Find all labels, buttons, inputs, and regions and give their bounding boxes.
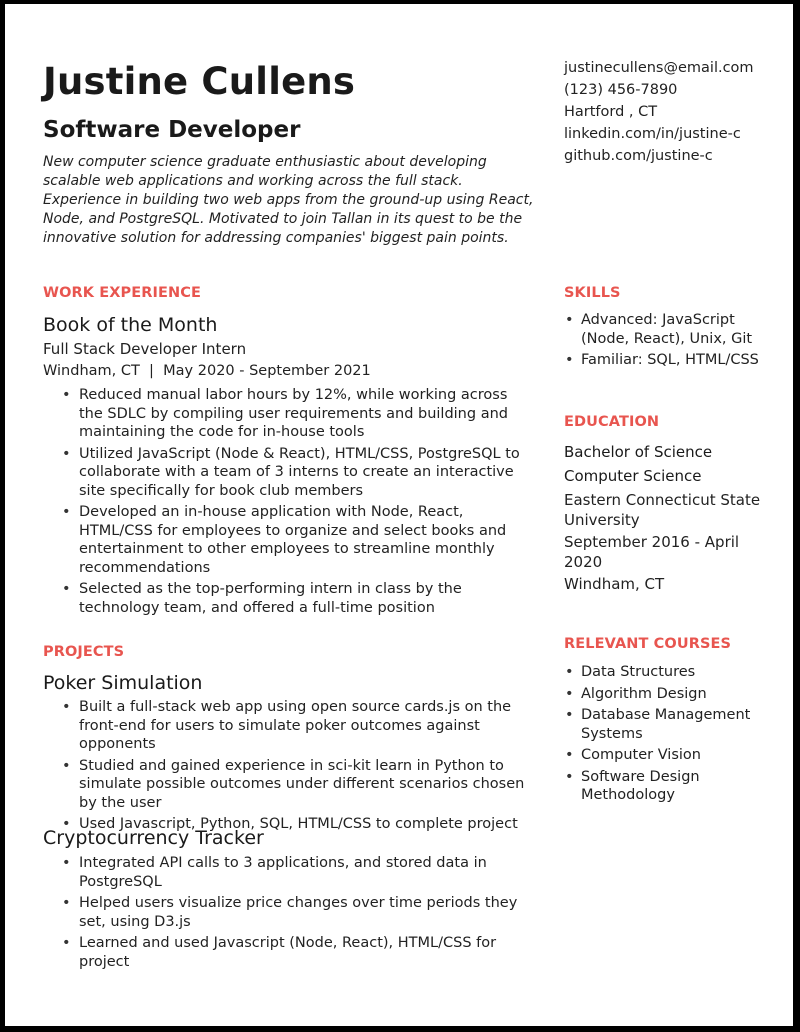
projects-heading: PROJECTS [43,644,125,660]
list-item: • Database Management Systems [564,706,764,743]
work-bullets [43,386,533,620]
courses-heading: RELEVANT COURSES [564,636,732,652]
education-major: Computer Science [564,467,702,485]
project-title: Poker Simulation [43,672,203,694]
list-item: • Selected as the top-performing intern in class by the technology team, and offered a full-time position [43,580,533,617]
project-bullets [43,854,533,974]
list-item: • Integrated API calls to 3 applications, and stored data in PostgreSQL [43,854,533,891]
list-item: • Computer Vision [564,746,764,765]
list-item: • Used Javascript, Python, SQL, HTML/CSS to complete project [43,815,533,834]
contact-email: justinecullens@email.com [564,60,754,76]
contact-linkedin: linkedin.com/in/justine-c [564,126,741,142]
job-meta: Windham, CT | May 2020 - September 2021 [43,363,371,379]
list-item: • Algorithm Design [564,685,764,704]
list-item: • Software Design Methodology [564,768,764,805]
education-school: Eastern Connecticut State University [564,491,761,529]
list-item: • Helped users visualize price changes over time periods they set, using D3.js [43,894,533,931]
education-location: Windham, CT [564,575,665,593]
list-item: • Developed an in-house application with Node, React, HTML/CSS for employees to organize and select books and entertainment to other employees to streamline monthly recommendations [43,503,533,577]
list-item: • Familiar: SQL, HTML/CSS [564,351,779,370]
list-item: • Studied and gained experience in sci-kit learn in Python to simulate possible outcomes under different scenarios chosen by the user [43,757,533,813]
work-experience-heading: WORK EXPERIENCE [43,285,202,301]
project-bullets [43,698,533,837]
list-item: • Built a full-stack web app using open source cards.js on the front-end for users to simulate poker outcomes against opponents [43,698,533,754]
courses-list [564,663,764,808]
contact-phone: (123) 456-7890 [564,82,678,98]
list-item: • Utilized JavaScript (Node & React), HTML/CSS, PostgreSQL to collaborate with a team of 3 interns to create an interactive site specifically for book club members [43,445,533,501]
job-title: Full Stack Developer Intern [43,340,247,358]
candidate-name: Justine Cullens [43,60,356,103]
list-item: • Advanced: JavaScript (Node, React), Unix, Git [564,311,779,348]
resume-page [5,4,793,1026]
skills-list [564,311,779,373]
list-item: • Data Structures [564,663,764,682]
project-title: Cryptocurrency Tracker [43,827,264,849]
contact-github: github.com/justine-c [564,148,713,164]
education-degree: Bachelor of Science [564,443,713,461]
education-dates: September 2016 - April 2020 [564,533,740,571]
skills-heading: SKILLS [564,285,621,301]
education-heading: EDUCATION [564,414,660,430]
contact-block [564,57,784,167]
list-item: • Reduced manual labor hours by 12%, while working across the SDLC by compiling user requirements and building and maintaining the code for in-house tools [43,386,533,442]
list-item: • Learned and used Javascript (Node, React), HTML/CSS for project [43,934,533,971]
company-name: Book of the Month [43,314,218,336]
summary: New computer science graduate enthusiastic about developing scalable web applications and working across the full stack. Experience in building two web apps from the ground-up using React, Node, and PostgreSQL. Motivated to join Tallan in its quest to be the innovative solution for addressing companies' biggest pain points. [43,154,534,246]
candidate-role: Software Developer [43,117,301,143]
contact-location: Hartford , CT [564,104,658,120]
